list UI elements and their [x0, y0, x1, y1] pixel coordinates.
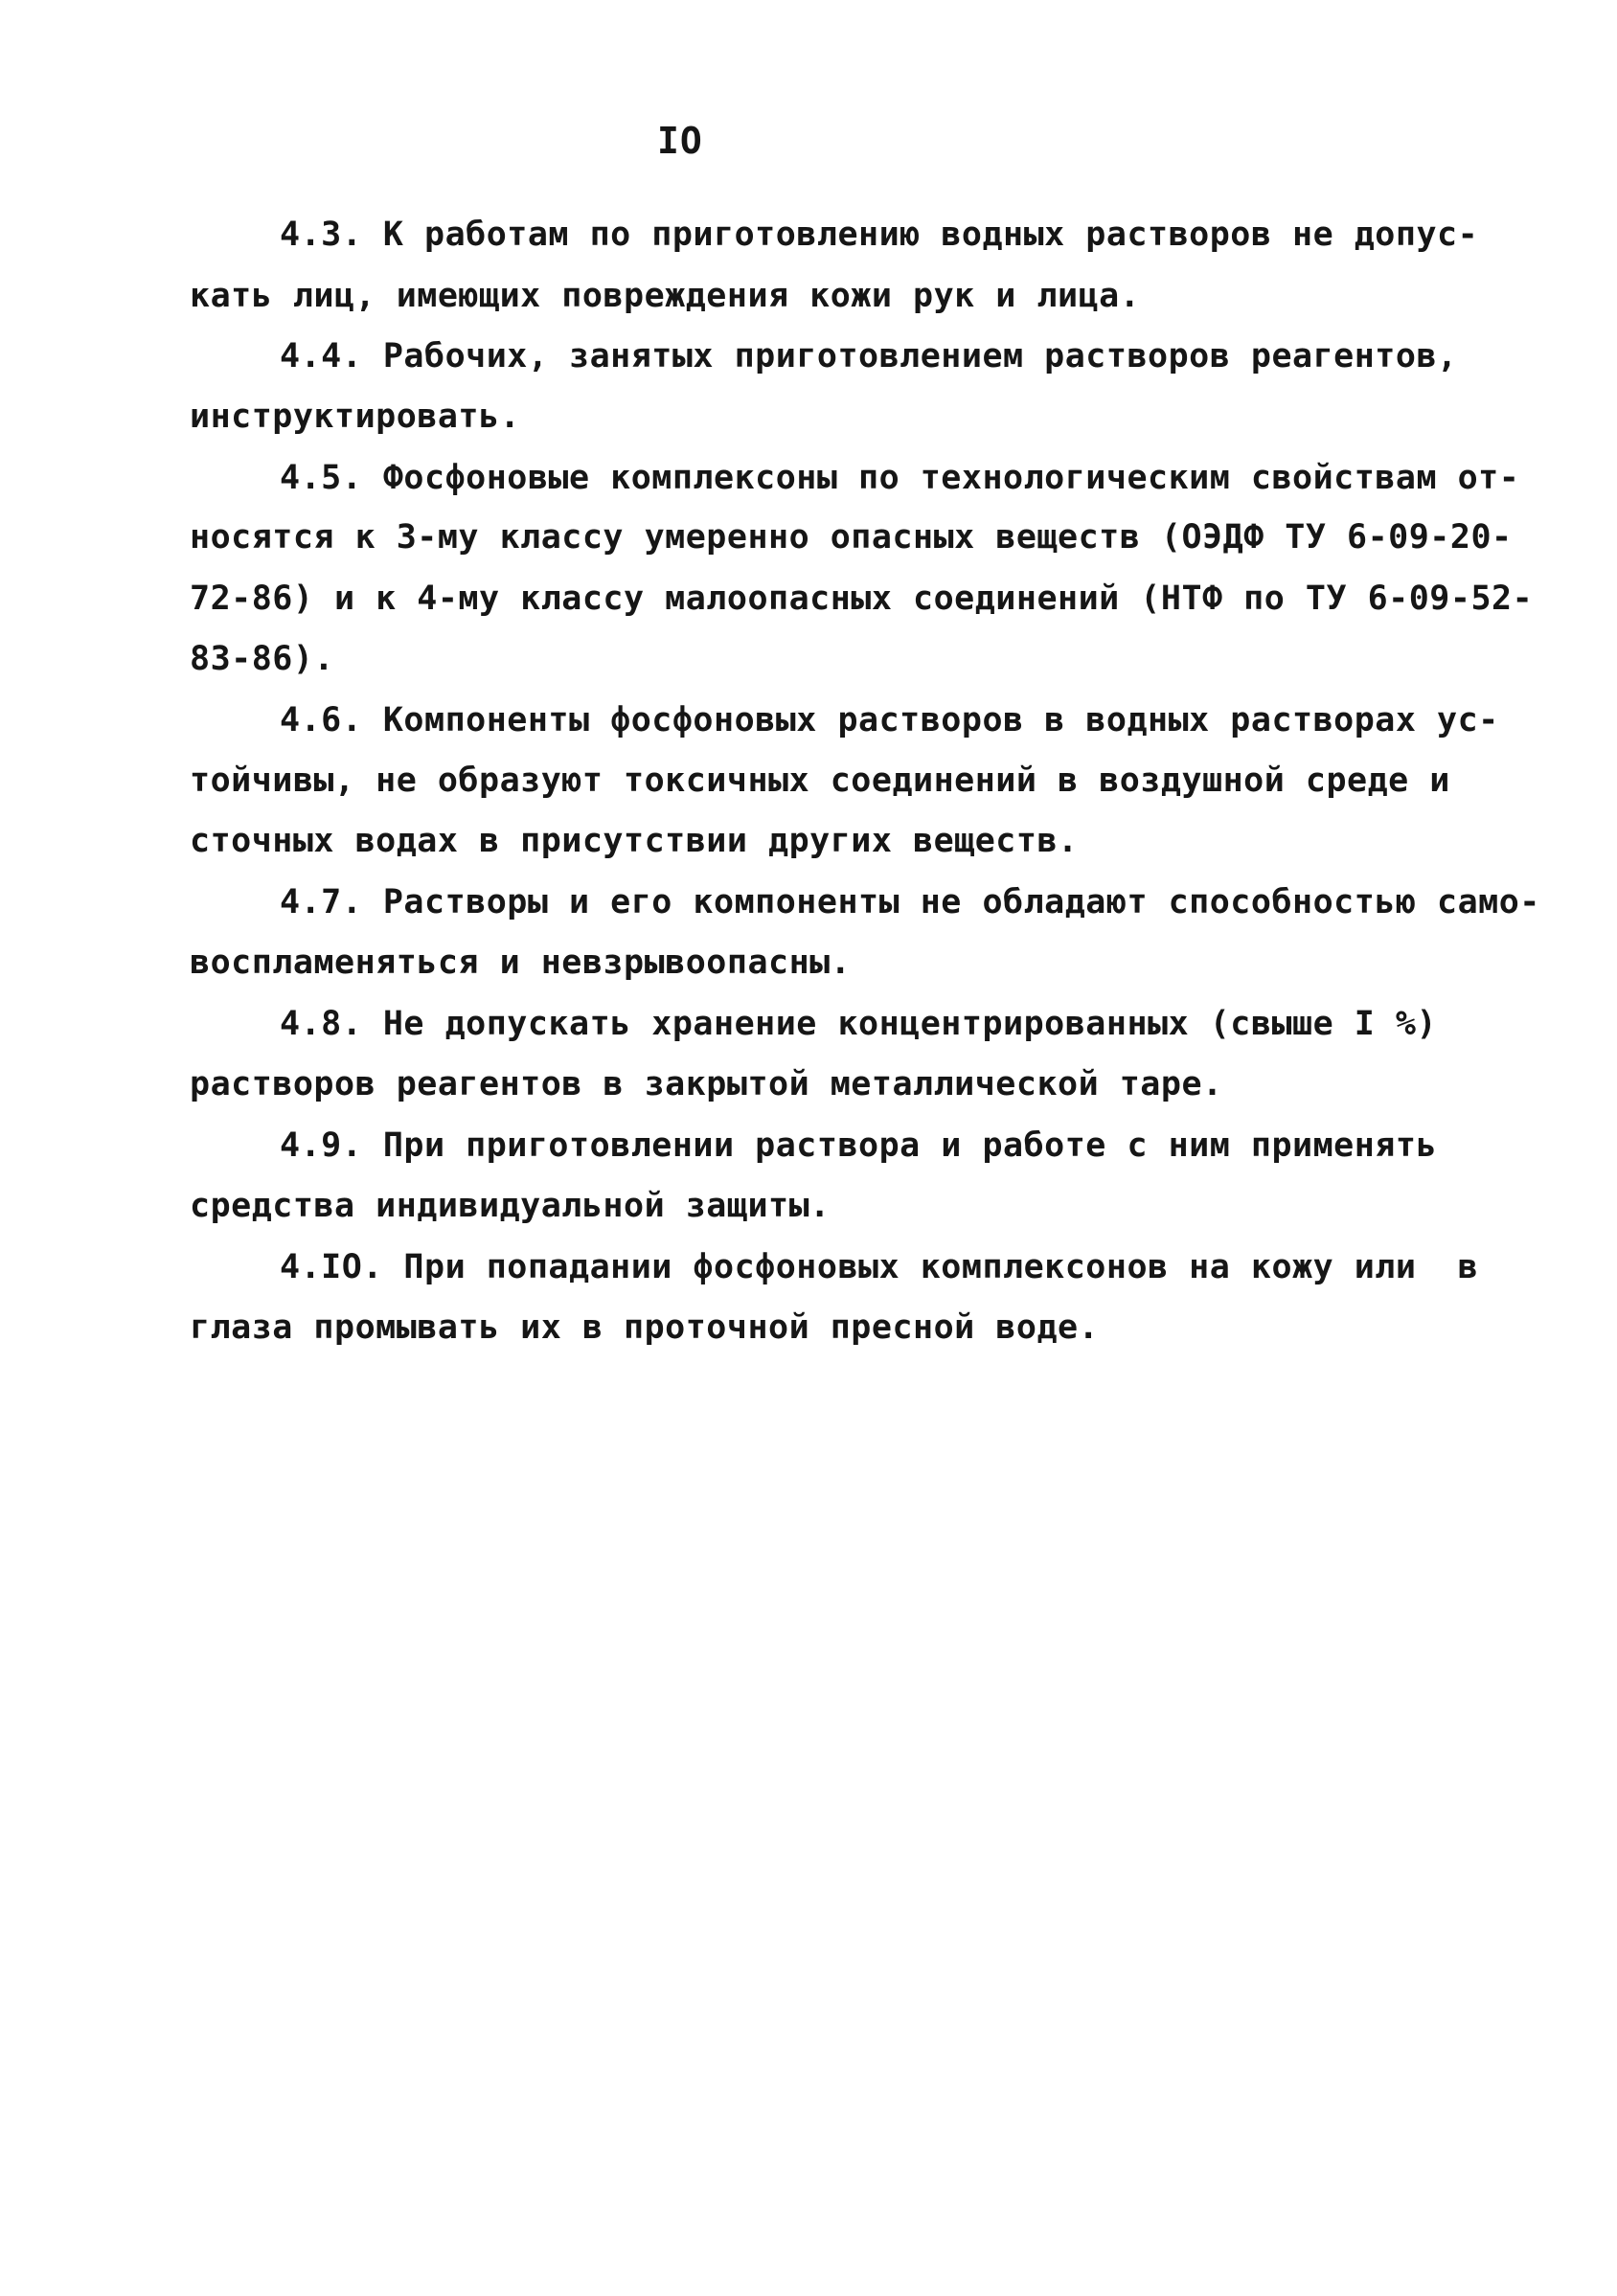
- text-line: 4.8. Не допускать хранение концентрированных (свыше I %): [280, 1005, 1438, 1043]
- text-line: носятся к 3-му классу умеренно опасных веществ (ОЭДФ ТУ 6-09-20-: [190, 518, 1513, 557]
- text-line: 4.9. При приготовлении раствора и работе с ним применять: [280, 1126, 1438, 1165]
- text-line: 4.4. Рабочих, занятых приготовлением растворов реагентов,: [280, 337, 1458, 375]
- text-line: кать лиц, имеющих повреждения кожи рук и лица.: [190, 277, 1141, 315]
- text-line: средства индивидуальной защиты.: [190, 1187, 831, 1225]
- text-line: 4.5. Фосфоновые комплексоны по технологическим свойствам от-: [280, 459, 1520, 497]
- text-line: воспламеняться и невзрывоопасны.: [190, 943, 852, 982]
- text-line: 72-86) и к 4-му классу малоопасных соединений (НТФ по ТУ 6-09-52-: [190, 580, 1534, 618]
- text-line: инструктировать.: [190, 398, 521, 436]
- text-line: 4.6. Компоненты фосфоновых растворов в водных растворах ус-: [280, 701, 1499, 739]
- text-line: сточных водах в присутствии других веществ.: [190, 822, 1079, 860]
- text-line: 83-86).: [190, 640, 335, 678]
- text-line: 4.IO. При попадании фосфоновых комплексонов на кожу или в: [280, 1248, 1479, 1286]
- text-line: растворов реагентов в закрытой металлической таре.: [190, 1065, 1223, 1103]
- text-line: 4.7. Растворы и его компоненты не обладают способностью само-: [280, 883, 1540, 921]
- text-line: глаза промывать их в проточной пресной воде.: [190, 1308, 1100, 1347]
- text-line: тойчивы, не образуют токсичных соединений в воздушной среде и: [190, 762, 1450, 800]
- page-number: IO: [657, 120, 703, 162]
- text-line: 4.3. К работам по приготовлению водных растворов не допус-: [280, 216, 1479, 254]
